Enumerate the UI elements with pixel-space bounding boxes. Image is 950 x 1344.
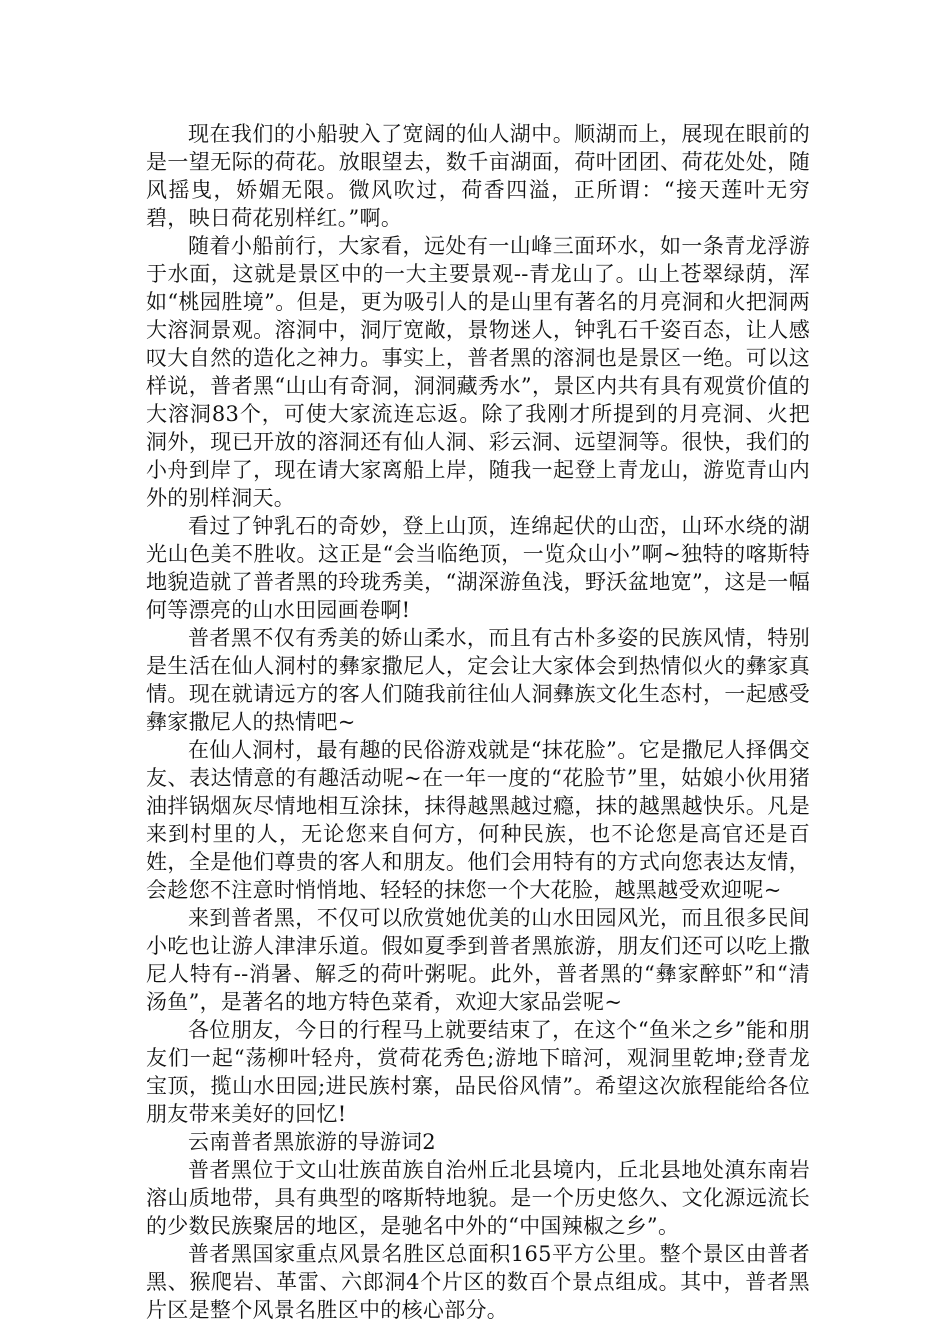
paragraph-lotus-lake: 现在我们的小船驶入了宽阔的仙人湖中。顺湖而上，展现在眼前的是一望无际的荷花。放眼望去，数千亩湖面，荷叶团团、荷花处处，随风摇曳，娇媚无限。微风吹过，荷香四溢，正所谓：“接天莲叶无穷碧，映日荷花别样红。”啊。 bbox=[146, 122, 810, 230]
paragraph-qinglong-mountain: 随着小船前行，大家看，远处有一山峰三面环水，如一条青龙浮游于水面，这就是景区中的一大主要景观--青龙山了。山上苍翠绿荫，浑如“桃园胜境”。但是，更为吸引人的是山里有著名的月亮洞和火把洞两大溶洞景观。溶洞中，洞厅宽敞，景物迷人，钟乳石千姿百态，让人感叹大自然的造化之神力。事实上，普者黑的溶洞也是景区一绝。可以这样说，普者黑“山山有奇洞，洞洞藏秀水”，景区内共有具有观赏价值的大溶洞83个，可使大家流连忘返。除了我刚才所提到的月亮洞、火把洞外，现已开放的溶洞还有仙人洞、彩云洞、远望洞等。很快，我们的小舟到岸了，现在请大家离船上岸，随我一起登上青龙山，游览青山内外的别样洞天。 bbox=[146, 234, 810, 510]
paragraph-area: 普者黑国家重点风景名胜区总面积165平方公里。整个景区由普者黑、猴爬岩、革雷、六郎洞4个片区的数百个景点组成。其中，普者黑片区是整个风景名胜区中的核心部分。 bbox=[146, 1242, 810, 1322]
paragraph-farewell: 各位朋友，今日的行程马上就要结束了，在这个“鱼米之乡”能和朋友们一起“荡柳叶轻舟，赏荷花秀色;游地下暗河，观洞里乾坤;登青龙宝顶，揽山水田园;进民族村寨，品民俗风情”。希望这次旅程能给各位朋友带来美好的回忆! bbox=[146, 1018, 810, 1126]
document-page bbox=[146, 120, 810, 1324]
paragraph-local-food: 来到普者黑，不仅可以欣赏她优美的山水田园风光，而且很多民间小吃也让游人津津乐道。假如夏季到普者黑旅游，朋友们还可以吃上撒尼人特有--消暑、解乏的荷叶粥呢。此外，普者黑的“彝家醉虾”和“清汤鱼”，是著名的地方特色菜肴，欢迎大家品尝呢~ bbox=[146, 906, 810, 1014]
section-heading: 云南普者黑旅游的导游词2 bbox=[188, 1130, 436, 1154]
paragraph-summit-view: 看过了钟乳石的奇妙，登上山顶，连绵起伏的山峦，山环水绕的湖光山色美不胜收。这正是“会当临绝顶，一览众山小”啊~独特的喀斯特地貌造就了普者黑的玲珑秀美，“湖深游鱼浅，野沃盆地宽”，这是一幅何等漂亮的山水田园画卷啊! bbox=[146, 514, 810, 622]
paragraph-flower-face: 在仙人洞村，最有趣的民俗游戏就是“抹花脸”。它是撒尼人择偶交友、表达情意的有趣活动呢~在一年一度的“花脸节”里，姑娘小伙用猪油拌锅烟灰尽情地相互涂抹，抹得越黑越过瘾，抹的越黑越快乐。凡是来到村里的人，无论您来自何方，何种民族，也不论您是高官还是百姓，全是他们尊贵的客人和朋友。他们会用特有的方式向您表达友情，会趁您不注意时悄悄地、轻轻的抹您一个大花脸，越黑越受欢迎呢~ bbox=[146, 738, 810, 902]
paragraph-folk-customs: 普者黑不仅有秀美的娇山柔水，而且有古朴多姿的民族风情，特别是生活在仙人洞村的彝家撒尼人，定会让大家体会到热情似火的彝家真情。现在就请远方的客人们随我前往仙人洞彝族文化生态村，一起感受彝家撒尼人的热情吧~ bbox=[146, 626, 810, 734]
paragraph-location: 普者黑位于文山壮族苗族自治州丘北县境内，丘北县地处滇东南岩溶山质地带，具有典型的喀斯特地貌。是一个历史悠久、文化源远流长的少数民族聚居的地区，是驰名中外的“中国辣椒之乡”。 bbox=[146, 1158, 810, 1238]
